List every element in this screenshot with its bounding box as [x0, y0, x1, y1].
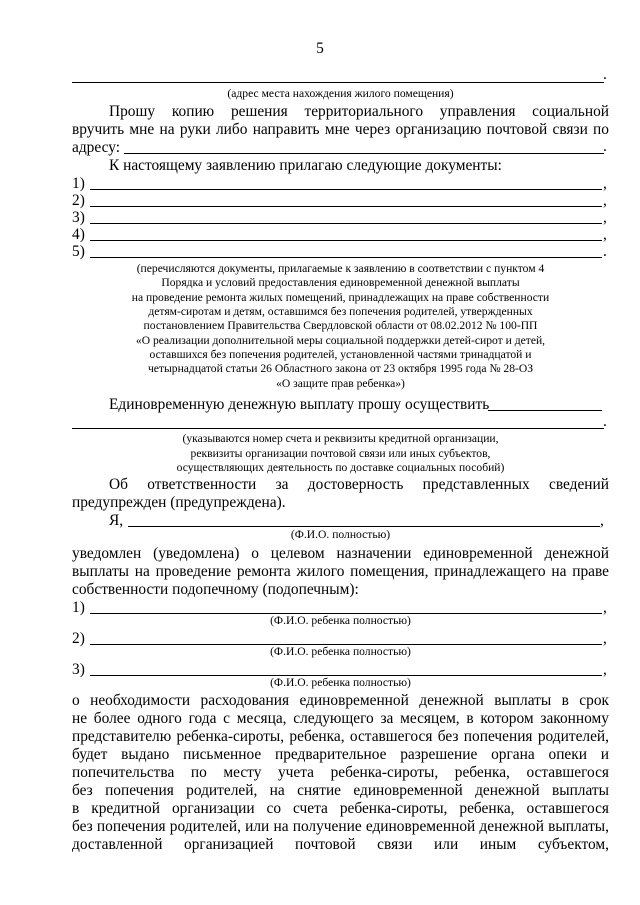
- payment-method-blank[interactable]: [488, 410, 602, 411]
- final-paragraph-line: не более одного года с месяца, следующего за месяцем, в котором законному: [72, 710, 609, 727]
- doc-item-number: 1): [72, 175, 85, 192]
- notified-line-2: выплаты на проведение ремонта жилого помещения, принадлежащего на праве: [72, 563, 609, 580]
- responsibility-line-1: Об ответственности за достоверность представленных сведений: [109, 476, 609, 493]
- final-paragraph-line: о необходимости расходования единовременной денежной выплаты в срок: [72, 692, 609, 709]
- fio-caption: (Ф.И.О. полностью): [290, 528, 391, 541]
- child-item-number: 3): [72, 661, 85, 678]
- docs-note-line: Порядка и условий предоставления единовременной денежной выплаты: [161, 276, 520, 289]
- docs-note-line: детям-сиротам и детям, оставшимся без попечения родителей, утвержденных: [148, 305, 533, 318]
- i-label: Я,: [109, 512, 124, 529]
- payment-details-blank[interactable]: [72, 428, 604, 429]
- payment-line: Единовременную денежную выплату прошу осуществить: [109, 396, 490, 413]
- final-paragraph-line: будет выдано письменное предварительное разрешение органа опеки и: [72, 746, 609, 763]
- notified-line-1: уведомлен (уведомлена) о целевом назначении единовременной денежной: [72, 545, 609, 562]
- doc-item-blank[interactable]: [90, 240, 602, 241]
- request-copy-line-3: адресу:: [72, 139, 120, 156]
- comma: ,: [603, 209, 607, 226]
- final-paragraph-line: без попечения родителей, или на получение единовременной денежной выплаты,: [72, 818, 609, 835]
- comma: ,: [600, 512, 604, 529]
- child-fio-caption: (Ф.И.О. ребенка полностью): [270, 676, 411, 689]
- docs-note-line: «О защите прав ребенка»): [276, 377, 405, 390]
- comma: ,: [603, 192, 607, 209]
- period: .: [603, 138, 607, 155]
- doc-item-blank[interactable]: [90, 189, 602, 190]
- period: .: [603, 243, 607, 260]
- account-note-line: реквизиты организации почтовой связи или иных субъектов,: [190, 447, 491, 460]
- responsibility-line-2: предупрежден (предупреждена).: [72, 494, 286, 511]
- child-item-number: 1): [72, 599, 85, 616]
- period: .: [603, 413, 607, 430]
- final-paragraph-line: в кредитной организации со счета ребенка-сироты, ребенка, оставшегося: [72, 800, 609, 817]
- docs-note-line: «О реализации дополнительной меры социальной поддержки детей-сирот и детей,: [135, 334, 546, 347]
- docs-note-line: на проведение ремонта жилых помещений, принадлежащих на праве собственности: [131, 291, 550, 304]
- child-fio-caption: (Ф.И.О. ребенка полностью): [270, 645, 411, 658]
- doc-item-number: 4): [72, 226, 85, 243]
- account-note-line: (указываются номер счета и реквизиты кредитной организации,: [182, 432, 499, 445]
- doc-item-number: 5): [72, 243, 85, 260]
- doc-item-number: 2): [72, 192, 85, 209]
- final-paragraph-line: попечительства по месту учета ребенка-сироты, ребенка, оставшегося: [72, 764, 609, 781]
- final-paragraph-line: представителю ребенка-сироты, ребенка, оставшегося без попечения родителей,: [72, 728, 609, 745]
- docs-note-line: постановлением Правительства Свердловской области от 08.02.2012 № 100-ПП: [143, 319, 538, 332]
- account-note-line: осуществляющих деятельность по доставке социальных пособий): [176, 461, 505, 474]
- comma: ,: [603, 226, 607, 243]
- final-paragraph-line: доставленной организацией почтовой связи или иным субъектом,: [72, 836, 609, 853]
- doc-item-blank[interactable]: [90, 223, 602, 224]
- address-caption: (адрес места нахождения жилого помещения): [227, 87, 454, 100]
- doc-item-blank[interactable]: [90, 206, 602, 207]
- final-paragraph-line: без попечения родителей, на снятие единовременной денежной выплаты: [72, 782, 609, 799]
- docs-note-line: (перечисляются документы, прилагаемые к заявлению в соответствии с пунктом 4: [136, 262, 545, 275]
- docs-note-line: оставшихся без попечения родителей, установленной частями тринадцатой и: [149, 348, 532, 361]
- comma: ,: [603, 661, 607, 678]
- child-fio-caption: (Ф.И.О. ребенка полностью): [270, 614, 411, 627]
- period: .: [603, 66, 607, 83]
- docs-note-line: четырнадцатой статьи 26 Областного закона от 23 октября 1995 года № 28-ОЗ: [147, 362, 534, 375]
- doc-item-number: 3): [72, 209, 85, 226]
- applicant-fio-blank[interactable]: [128, 526, 600, 527]
- request-copy-line-1: Прошу копию решения территориального управления социальной: [109, 103, 609, 120]
- page-number: 5: [316, 40, 324, 57]
- doc-item-blank[interactable]: [90, 257, 602, 258]
- attach-heading: К настоящему заявлению прилагаю следующие документы:: [109, 157, 502, 174]
- address-blank-line[interactable]: [72, 82, 604, 83]
- copy-address-blank[interactable]: [124, 153, 604, 154]
- comma: ,: [603, 175, 607, 192]
- child-item-number: 2): [72, 630, 85, 647]
- comma: ,: [603, 599, 607, 616]
- notified-line-3: собственности подопечному (подопечным):: [72, 581, 359, 598]
- request-copy-line-2: вручить мне на руки либо направить мне через организацию почтовой связи по: [72, 121, 609, 138]
- comma: ,: [603, 630, 607, 647]
